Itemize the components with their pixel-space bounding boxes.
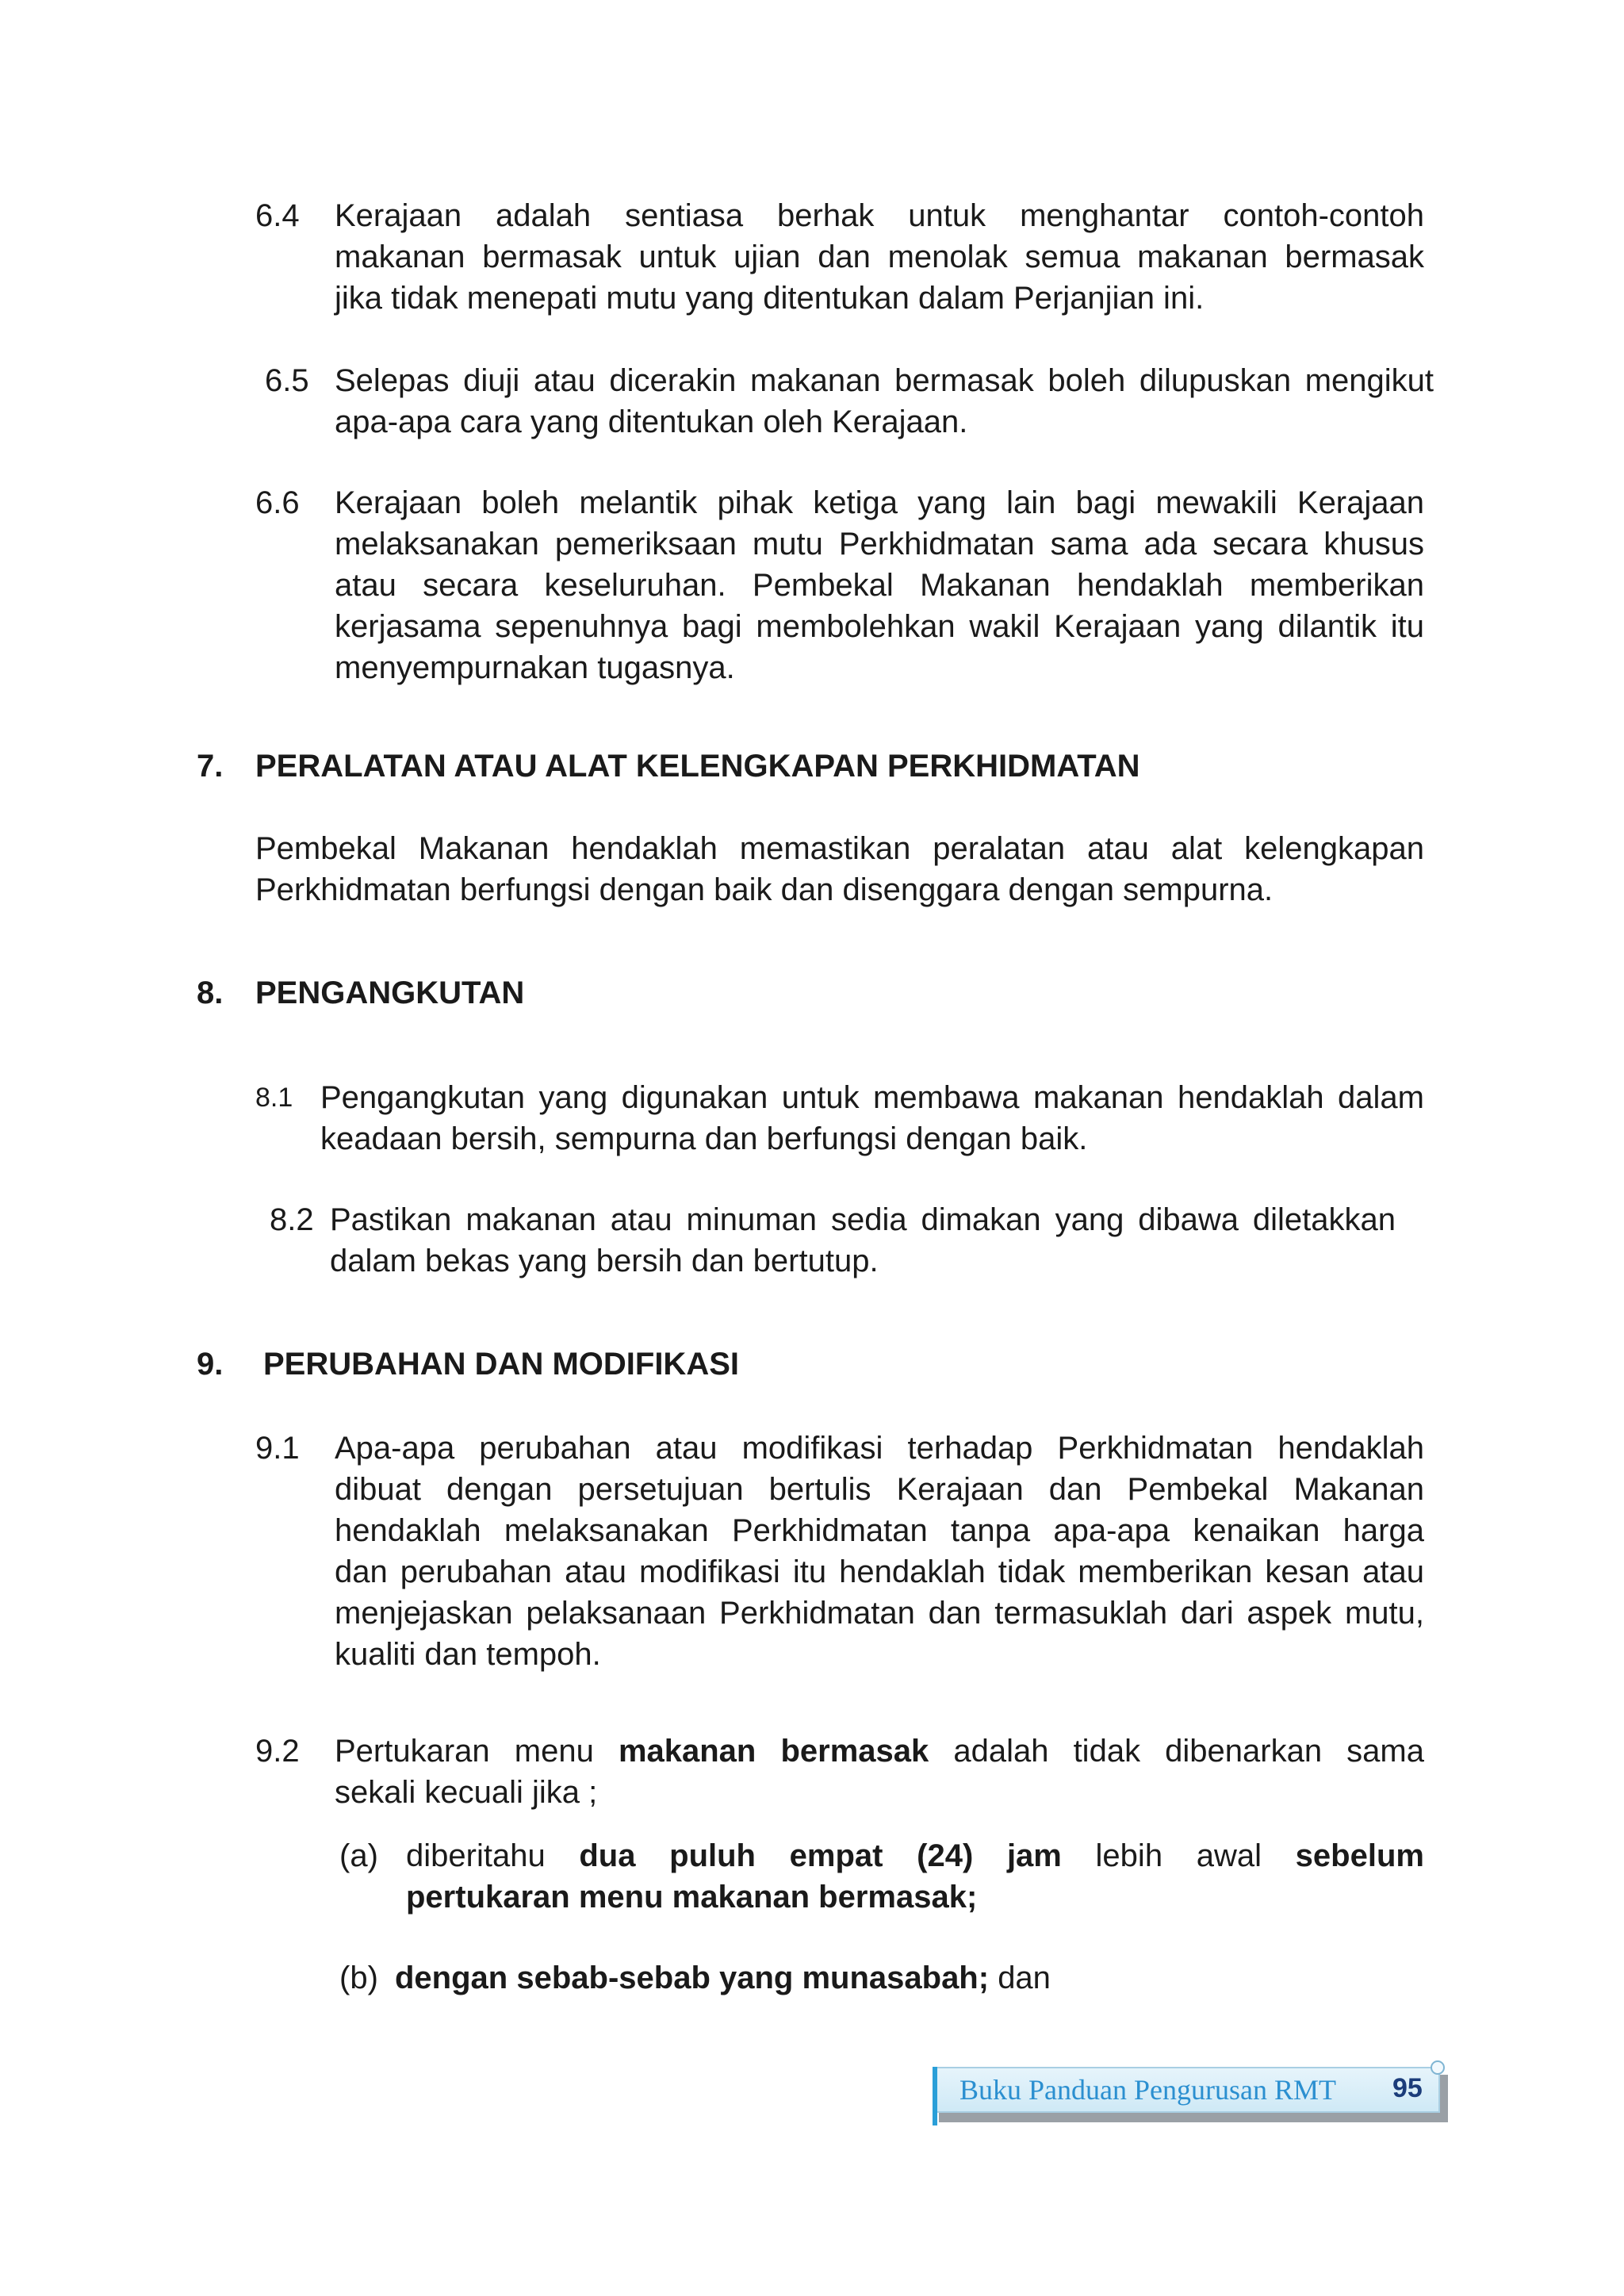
clause-6-6: [255, 482, 1424, 696]
text-line: Apa-apa perubahan atau modifikasi terhadap Perkhidmatan hendaklah: [335, 1431, 1424, 1466]
text-line: sekali kecuali jika ;: [335, 1775, 598, 1810]
footer-banner: [933, 2067, 1448, 2119]
text-line: dan perubahan atau modifikasi itu hendaklah tidak memberikan kesan atau: [335, 1554, 1424, 1589]
clause-9-2: [255, 1731, 1424, 1818]
text-line: dibuat dengan persetujuan bertulis Kerajaan dan Pembekal Makanan: [335, 1472, 1424, 1507]
text-line: Pembekal Makanan hendaklah memastikan peralatan atau alat kelengkapan: [255, 831, 1424, 866]
paragraph-text: [255, 828, 1424, 910]
section-title: PERUBAHAN DAN MODIFIKASI: [263, 1347, 739, 1382]
text-run: lebih awal: [1095, 1838, 1262, 1873]
section-title: PENGANGKUTAN: [255, 976, 525, 1010]
clause-text: [335, 482, 1424, 688]
section-number: 7.: [197, 749, 224, 784]
clause-number: 6.6: [255, 485, 300, 520]
bold-text: sebelum: [1295, 1838, 1424, 1873]
clause-9-1: [255, 1428, 1424, 1681]
text-run: Pertukaran menu: [335, 1734, 594, 1769]
text-line: apa-apa cara yang ditentukan oleh Kerajaan.: [335, 404, 968, 439]
text-line: [406, 1835, 1424, 1876]
clause-8-1: [255, 1077, 1424, 1164]
text-line: menyempurnakan tugasnya.: [335, 650, 735, 685]
clause-number: 6.5: [265, 363, 309, 398]
subclause-text: [395, 1957, 1051, 1999]
text-line: Pastikan makanan atau minuman sedia dimakan yang dibawa diletakkan: [330, 1202, 1396, 1237]
section-8-heading: [197, 972, 831, 1014]
subclause-a: [339, 1835, 1424, 1922]
text-run: dan: [998, 1961, 1051, 1995]
text-line: kualiti dan tempoh.: [335, 1637, 601, 1672]
text-line: atau secara keseluruhan. Pembekal Makanan hendaklah memberikan: [335, 568, 1424, 603]
clause-text: [335, 1731, 1424, 1813]
text-line: hendaklah melaksanakan Perkhidmatan tanpa apa-apa kenaikan harga: [335, 1513, 1424, 1548]
text-line: kerjasama sepenuhnya bagi membolehkan wakil Kerajaan yang dilantik itu: [335, 609, 1424, 644]
clause-number: 8.2: [270, 1202, 314, 1237]
text-line: menjejaskan pelaksanaan Perkhidmatan dan termasuklah dari aspek mutu,: [335, 1596, 1424, 1631]
text-line: melaksanakan pemeriksaan mutu Perkhidmatan sama ada secara khusus: [335, 527, 1424, 562]
section-7-heading: [197, 746, 1228, 787]
section-9-heading: [197, 1343, 990, 1385]
section-number: 9.: [197, 1347, 224, 1382]
subclause-label: (b): [339, 1961, 378, 1995]
clause-number: 8.1: [255, 1083, 293, 1113]
footer-title: Buku Panduan Pengurusan RMT: [959, 2074, 1336, 2106]
text-line: Perkhidmatan berfungsi dengan baik dan disenggara dengan sempurna.: [255, 872, 1274, 907]
page-number: 95: [1392, 2073, 1423, 2103]
text-run: adalah tidak dibenarkan sama: [953, 1734, 1424, 1769]
banner-edge: [933, 2067, 937, 2125]
text-line: keadaan bersih, sempurna dan berfungsi dengan baik.: [320, 1121, 1088, 1156]
clause-text: [335, 195, 1424, 319]
text-line: makanan bermasak untuk ujian dan menolak semua makanan bermasak: [335, 240, 1424, 274]
clause-text: [335, 1428, 1424, 1675]
bold-text: dua puluh empat (24) jam: [579, 1838, 1062, 1873]
section-title: PERALATAN ATAU ALAT KELENGKAPAN PERKHIDMATAN: [255, 749, 1140, 784]
banner-curl-icon: [1431, 2060, 1445, 2075]
section-7-paragraph: [255, 828, 1424, 915]
subclause-b: [339, 1957, 1424, 2002]
text-line: Pengangkutan yang digunakan untuk membawa makanan hendaklah dalam: [320, 1080, 1424, 1115]
text-line: Selepas diuji atau dicerakin makanan bermasak boleh dilupuskan mengikut: [335, 363, 1434, 398]
bold-text: dengan sebab-sebab yang munasabah;: [395, 1961, 990, 1995]
text-run: diberitahu: [406, 1838, 546, 1873]
clause-number: 9.1: [255, 1431, 300, 1466]
text-line: [335, 1731, 1424, 1772]
clause-number: 9.2: [255, 1734, 300, 1769]
clause-6-4: [255, 195, 1424, 322]
text-line: dalam bekas yang bersih dan bertutup.: [330, 1244, 879, 1278]
subclause-label: (a): [339, 1838, 378, 1873]
clause-6-5: [265, 360, 1434, 447]
clause-number: 6.4: [255, 198, 300, 233]
text-line: pertukaran menu makanan bermasak;: [406, 1880, 978, 1915]
text-line: jika tidak menepati mutu yang ditentukan dalam Perjanjian ini.: [335, 281, 1205, 316]
bold-text: makanan bermasak: [618, 1734, 929, 1769]
clause-text: [335, 360, 1434, 443]
clause-8-2: [270, 1199, 1396, 1286]
subclause-text: [406, 1835, 1424, 1918]
clause-text: [330, 1199, 1396, 1282]
text-line: Kerajaan adalah sentiasa berhak untuk menghantar contoh-contoh: [335, 198, 1424, 233]
text-line: Kerajaan boleh melantik pihak ketiga yang lain bagi mewakili Kerajaan: [335, 485, 1424, 520]
section-number: 8.: [197, 976, 224, 1010]
clause-text: [320, 1077, 1424, 1159]
